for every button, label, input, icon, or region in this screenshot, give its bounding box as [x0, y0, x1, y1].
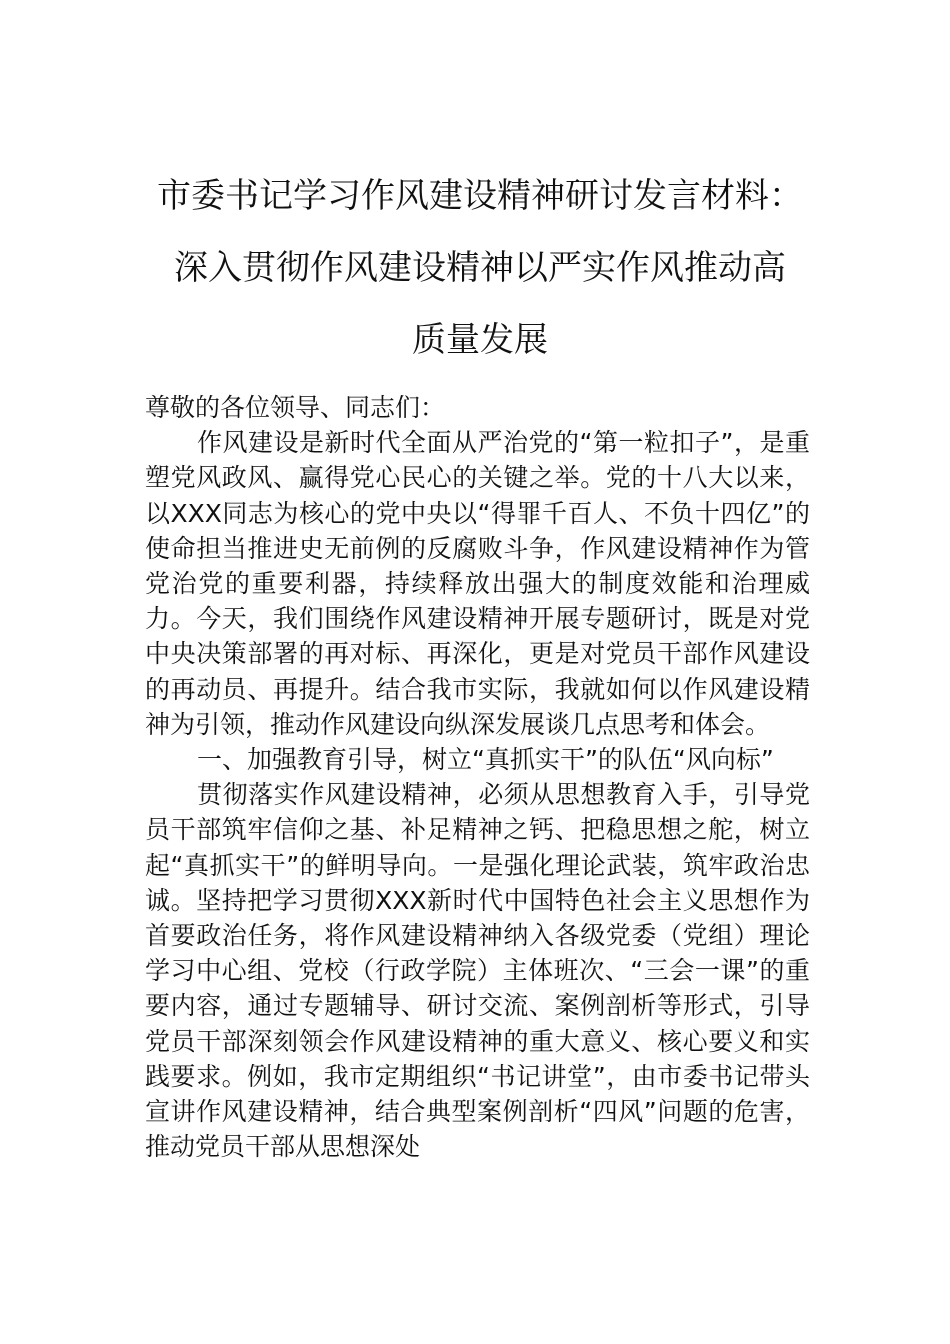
document-title [140, 160, 820, 376]
title-line-2: 深入贯彻作风建设精神以严实作风推动高 [174, 248, 786, 288]
document-body [145, 390, 810, 1164]
section-1-paragraph: 贯彻落实作风建设精神，必须从思想教育入手，引导党员干部筑牢信仰之基、补足精神之钙、把稳思想之舵，树立起“真抓实干”的鲜明导向。一是强化理论武装，筑牢政治忠诚。坚持把学习贯彻XXX新时代中国特色社会主义思想作为首要政治任务，将作风建设精神纳入各级党委（党组）理论学习中心组、党校（行政学院）主体班次、“三会一课”的重要内容，通过专题辅导、研讨交流、案例剖析等形式，引导党员干部深刻领会作风建设精神的重大意义、核心要义和实践要求。例如，我市定期组织“书记讲堂”，由市委书记带头宣讲作风建设精神，结合典型案例剖析“四风”问题的危害，推动党员干部从思想深处 [145, 780, 810, 1162]
title-line-3: 质量发展 [412, 320, 548, 360]
salutation: 尊敬的各位领导、同志们： [145, 393, 446, 422]
intro-paragraph: 作风建设是新时代全面从严治党的“第一粒扣子”，是重塑党风政风、赢得党心民心的关键之举。党的十八大以来，以XXX同志为核心的党中央以“得罪千百人、不负十四亿”的使命担当推进史无前例的反腐败斗争，作风建设精神作为管党治党的重要利器，持续释放出强大的制度效能和治理威力。今天，我们围绕作风建设精神开展专题研讨，既是对党中央决策部署的再对标、再深化，更是对党员干部作风建设的再动员、再提升。结合我市实际，我就如何以作风建设精神为引领，推动作风建设向纵深发展谈几点思考和体会。 [145, 428, 810, 739]
title-line-1: 市委书记学习作风建设精神研讨发言材料： [157, 176, 803, 216]
section-heading-1: 一、加强教育引导，树立“真抓实干”的队伍“风向标” [197, 745, 774, 775]
